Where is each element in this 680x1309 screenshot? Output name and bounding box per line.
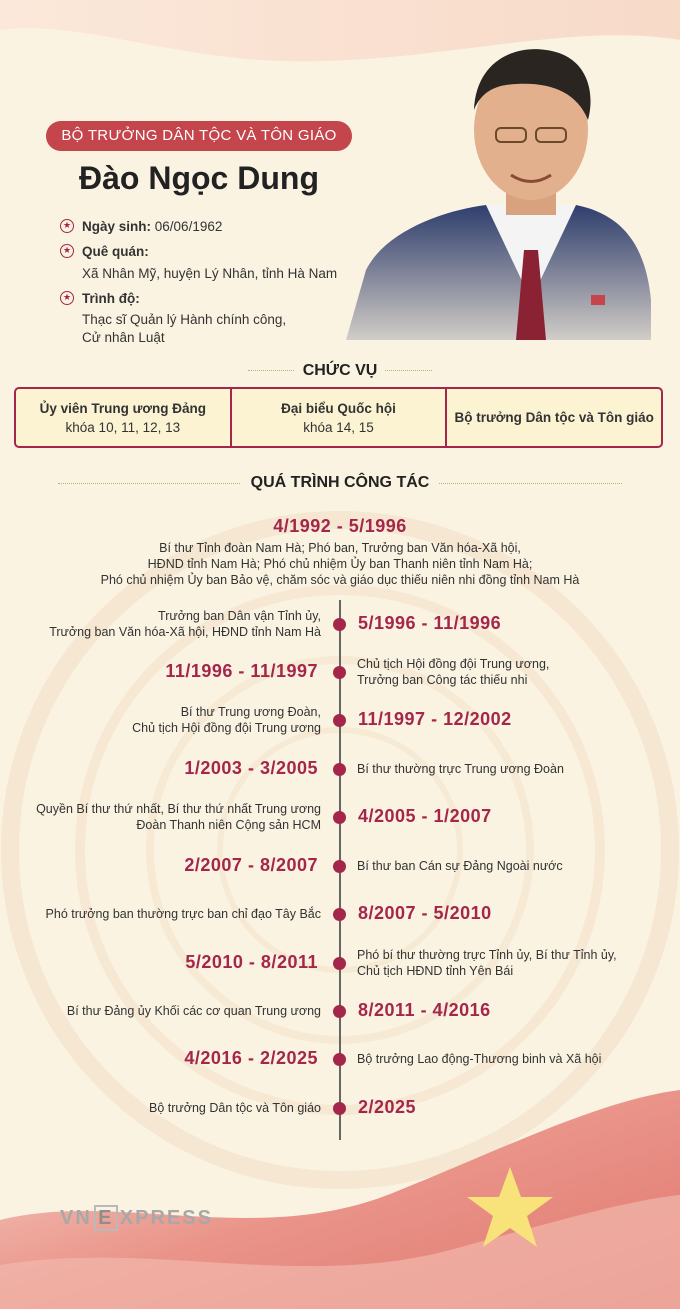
timeline-dot [333,908,346,921]
timeline-date: 1/2003 - 3/2005 [184,758,318,778]
education-line2: Cử nhân Luật [82,330,165,345]
desc-line: Bí thư ban Cán sự Đảng Ngoài nước [357,859,563,873]
desc-line: HĐND tỉnh Nam Hà; Phó chủ nhiệm Ủy ban Thanh niên tỉnh Nam Hà; [147,557,533,571]
timeline-date: 4/2005 - 1/2007 [358,806,492,826]
timeline-dot [333,957,346,970]
timeline-date: 11/1997 - 12/2002 [358,709,512,729]
star-circle-icon: ★ [60,291,74,305]
timeline-description [0,540,680,588]
education-label: Trình độ: [82,291,140,306]
timeline-date: 2/2007 - 8/2007 [184,855,318,875]
timeline-description [357,761,657,777]
position-cell [232,389,448,446]
hometown-value: Xã Nhân Mỹ, huyện Lý Nhân, tỉnh Hà Nam [82,266,338,281]
position-cell [16,389,232,446]
desc-line: Quyền Bí thư thứ nhất, Bí thư thứ nhất Trung ương [36,802,321,816]
timeline-date: 2/2025 [358,1097,417,1117]
hometown-label: Quê quán: [82,244,149,259]
timeline-dot [333,618,346,631]
position-sub: khóa 14, 15 [303,419,374,435]
desc-line: Đoàn Thanh niên Cộng sản HCM [136,818,321,832]
timeline-description [1,608,321,640]
timeline-description [357,656,657,688]
position-cell [447,389,661,446]
timeline-description [357,947,657,979]
timeline-dot [333,1005,346,1018]
education-line1: Thạc sĩ Quản lý Hành chính công, [82,312,287,327]
logo-text: VN [60,1206,92,1229]
desc-line: Bộ trưởng Dân tộc và Tôn giáo [149,1101,321,1115]
timeline-date: 5/2010 - 8/2011 [185,952,318,972]
vnexpress-logo [60,1205,213,1231]
timeline-date: 4/2016 - 2/2025 [184,1048,318,1068]
desc-line: Bí thư Trung ương Đoàn, [180,705,321,719]
position-title: Bộ trưởng Dân tộc và Tôn giáo [454,410,654,425]
timeline-dot [333,1053,346,1066]
desc-line: Trưởng ban Văn hóa-Xã hội, HĐND tỉnh Nam Hà [49,625,321,639]
timeline-date: 11/1996 - 11/1997 [165,661,318,681]
person-name: Đào Ngọc Dung [79,160,319,196]
timeline-dot [333,714,346,727]
timeline-date: 4/1992 - 5/1996 [273,516,407,536]
desc-line: Chủ tịch Hội đồng đội Trung ương, [357,657,550,671]
star-circle-icon: ★ [60,244,74,258]
desc-line: Trưởng ban Dân vận Tỉnh ủy, [158,609,321,623]
desc-line: Bộ trưởng Lao động-Thương binh và Xã hội [357,1052,602,1066]
desc-line: Chủ tịch Hội đồng đội Trung ương [132,721,321,735]
hometown-info [60,243,337,283]
desc-line: Phó trưởng ban thường trực ban chỉ đạo Tây Bắc [45,907,321,921]
logo-e: E [94,1205,118,1231]
timeline-description [1,1003,321,1019]
birth-info [60,218,222,236]
timeline-description [1,906,321,922]
title-badge: BỘ TRƯỞNG DÂN TỘC VÀ TÔN GIÁO [46,121,352,151]
desc-line: Trưởng ban Công tác thiếu nhi [357,673,528,687]
star-circle-icon: ★ [60,219,74,233]
timeline-date: 5/1996 - 11/1996 [358,613,502,633]
timeline-description [1,1100,321,1116]
timeline-dot [333,1102,346,1115]
positions-box [14,387,663,448]
career-title: QUÁ TRÌNH CÔNG TÁC [0,474,680,492]
timeline-description [1,704,321,736]
timeline-description [357,858,657,874]
timeline-dot [333,811,346,824]
timeline-dot [333,666,346,679]
timeline-description [357,1051,657,1067]
position-title: Ủy viên Trung ương Đảng [39,400,207,416]
timeline-date: 8/2011 - 4/2016 [358,1000,491,1020]
birth-label: Ngày sinh: [82,219,152,234]
desc-line: Phó chủ nhiệm Ủy ban Bảo vệ, chăm sóc và giáo dục thiếu niên nhi đồng tỉnh Nam Hà [100,573,580,587]
desc-line: Bí thư thường trực Trung ương Đoàn [357,762,564,776]
desc-line: Chủ tịch HĐND tỉnh Yên Bái [357,964,514,978]
birth-value: 06/06/1962 [154,219,223,234]
position-sub: khóa 10, 11, 12, 13 [65,419,181,435]
timeline-description [1,801,321,833]
desc-line: Bí thư Đảng ủy Khối các cơ quan Trung ương [66,1004,321,1018]
timeline-dot [333,763,346,776]
star-icon [465,1165,555,1250]
desc-line: Bí thư Tỉnh đoàn Nam Hà; Phó ban, Trưởng ban Văn hóa-Xã hội, [159,541,521,555]
timeline-dot [333,860,346,873]
logo-text: XPRESS [119,1206,213,1229]
timeline-date: 8/2007 - 5/2010 [358,903,492,923]
education-info [60,290,286,347]
position-title: Đại biểu Quốc hội [281,400,396,416]
positions-title: CHỨC VỤ [0,362,680,380]
desc-line: Phó bí thư thường trực Tỉnh ủy, Bí thư Tỉnh ủy, [357,948,617,962]
